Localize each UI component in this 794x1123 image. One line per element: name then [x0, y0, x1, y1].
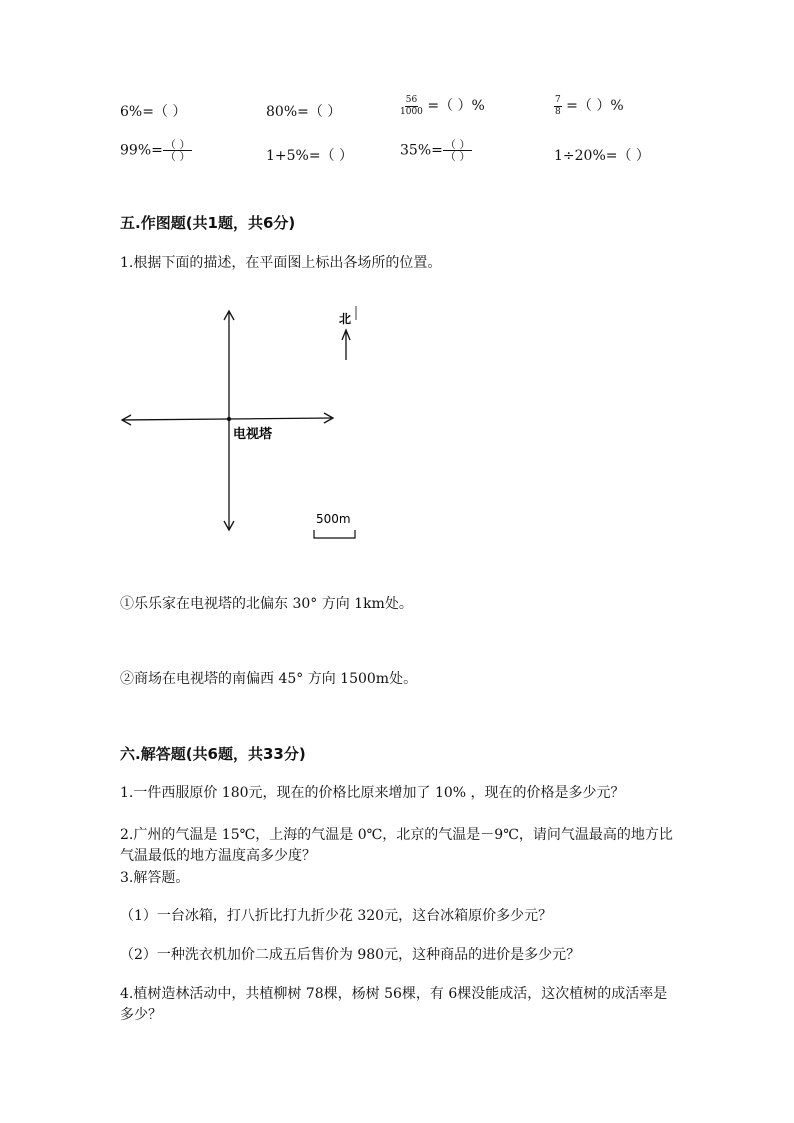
conversion-35-percent [400, 139, 472, 162]
section6-question2: 2.广州的气温是 15℃，上海的气温是 0℃，北京的气温是－9℃，请问气温最高的地方比气温最低的地方温度高多少度？ [120, 827, 673, 864]
fraction-denominator: 8 [555, 106, 561, 117]
conversion-1-div-20-percent: 1÷20%=（ ） [554, 148, 650, 164]
conversion-rest: =（ ）% [561, 98, 624, 114]
conversion-7-over-8 [554, 95, 624, 117]
section6-question3-part1: （1）一台冰箱，打八折比打九折少花 320元，这台冰箱原价多少元？ [120, 908, 553, 924]
section5-item1: ①乐乐家在电视塔的北偏东 30° 方向 1km处。 [120, 596, 413, 612]
section5-title: 五.作图题(共1题，共6分) [120, 214, 296, 232]
section6-question1: 1.一件西服原价 180元，现在的价格比原来增加了 10% ，现在的价格是多少元？ [120, 785, 625, 801]
fraction-numerator: 56 [405, 94, 418, 105]
fraction-numerator: 7 [555, 94, 561, 105]
section6-question3: 3.解答题。 [120, 870, 190, 886]
conversion-56-over-1000 [400, 95, 485, 117]
map-diagram [110, 300, 370, 545]
blank-numerator: （ ） [164, 138, 191, 151]
tv-tower-point [227, 417, 231, 421]
conversion-lead: 35%= [400, 142, 443, 159]
fraction-denominator: 1000 [400, 106, 423, 117]
conversion-80-percent: 80%=（ ） [266, 104, 342, 120]
fraction-7-8 [554, 96, 562, 117]
blank-fraction [443, 139, 473, 162]
section6-question4: 4.植树造林活动中，共植柳树 78棵，杨树 56棵，有 6棵没能成活，这次植树的成活率是多少？ [120, 986, 668, 1023]
tv-tower-label: 电视塔 [233, 427, 273, 442]
conversion-6-percent: 6%=（ ） [120, 104, 187, 120]
scale-bar [314, 530, 355, 538]
north-label: 北 [339, 312, 352, 326]
conversion-1-plus-5-percent: 1+5%=（ ） [266, 148, 354, 164]
blank-denominator: （ ） [444, 150, 471, 163]
conversion-99-percent [120, 139, 192, 162]
conversion-rest: =（ ）% [422, 98, 485, 114]
section6-title: 六.解答题(共6题，共33分) [120, 745, 306, 763]
scale-label: 500m [316, 512, 351, 526]
fraction-56-1000 [400, 96, 423, 117]
conversion-lead: 99%= [120, 142, 163, 159]
blank-fraction [163, 139, 193, 162]
blank-denominator: （ ） [164, 150, 191, 163]
section5-item2: ②商场在电视塔的南偏西 45° 方向 1500m处。 [120, 671, 418, 687]
section6-question3-part2: （2）一种洗衣机加价二成五后售价为 980元，这种商品的进价是多少元？ [120, 947, 581, 963]
section5-question1: 1.根据下面的描述，在平面图上标出各场所的位置。 [120, 255, 442, 271]
blank-numerator: （ ） [444, 138, 471, 151]
